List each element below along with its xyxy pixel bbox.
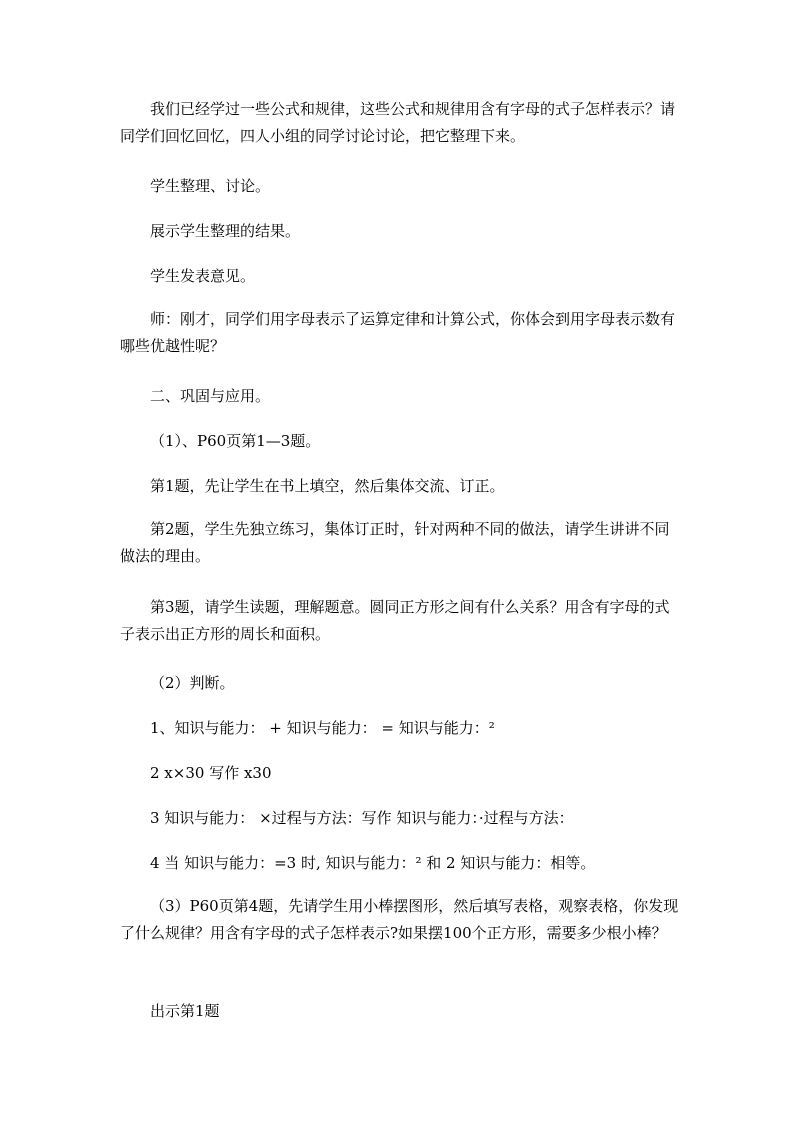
paragraph-question-2: 第2题，学生先独立练习，集体订正时，针对两种不同的做法，请学生讲讲不同做法的理由。 (120, 520, 670, 565)
section-heading-consolidation: 二、巩固与应用。 (150, 387, 271, 405)
paragraph-show-results: 展示学生整理的结果。 (150, 222, 301, 240)
judge-item-2: 2 x×30 写作 x30 (150, 764, 272, 782)
section-heading-judge: （2）判断。 (150, 674, 235, 692)
paragraph-students-organize: 学生整理、讨论。 (150, 177, 271, 195)
paragraph-question-1: 第1题，先让学生在书上填空，然后集体交流、订正。 (150, 477, 505, 495)
paragraph-question-3: 第3题，请学生读题，理解题意。圆同正方形之间有什么关系？用含有字母的式子表示出正方形的周长和面积。 (120, 598, 670, 643)
judge-item-4: 4 当 知识与能力：=3 时, 知识与能力：² 和 2 知识与能力：相等。 (150, 854, 596, 872)
paragraph-opinions: 学生发表意见。 (150, 267, 256, 285)
judge-item-1: 1、知识与能力： + 知识与能力： = 知识与能力：² (150, 719, 495, 737)
paragraph-exercise-4: （3）P60页第4题，先请学生用小棒摆图形，然后填写表格，观察表格，你发现了什么规律？用含有字母的式子怎样表示?如果摆100个正方形，需要多少根小棒？ (120, 897, 679, 942)
paragraph-teacher-question: 师：刚才，同学们用字母表示了运算定律和计算公式，你体会到用字母表示数有哪些优越性呢？ (120, 310, 676, 355)
paragraph-intro: 我们已经学过一些公式和规律，这些公式和规律用含有字母的式子怎样表示？请同学们回忆回忆，四人小组的同学讨论讨论，把它整理下来。 (120, 100, 676, 145)
paragraph-show-question-1: 出示第1题 (150, 1002, 220, 1020)
judge-item-3: 3 知识与能力： ×过程与方法：写作 知识与能力：·过程与方法： (150, 809, 574, 827)
paragraph-exercise-1-3: （1）、P60页第1—3题。 (150, 432, 321, 450)
